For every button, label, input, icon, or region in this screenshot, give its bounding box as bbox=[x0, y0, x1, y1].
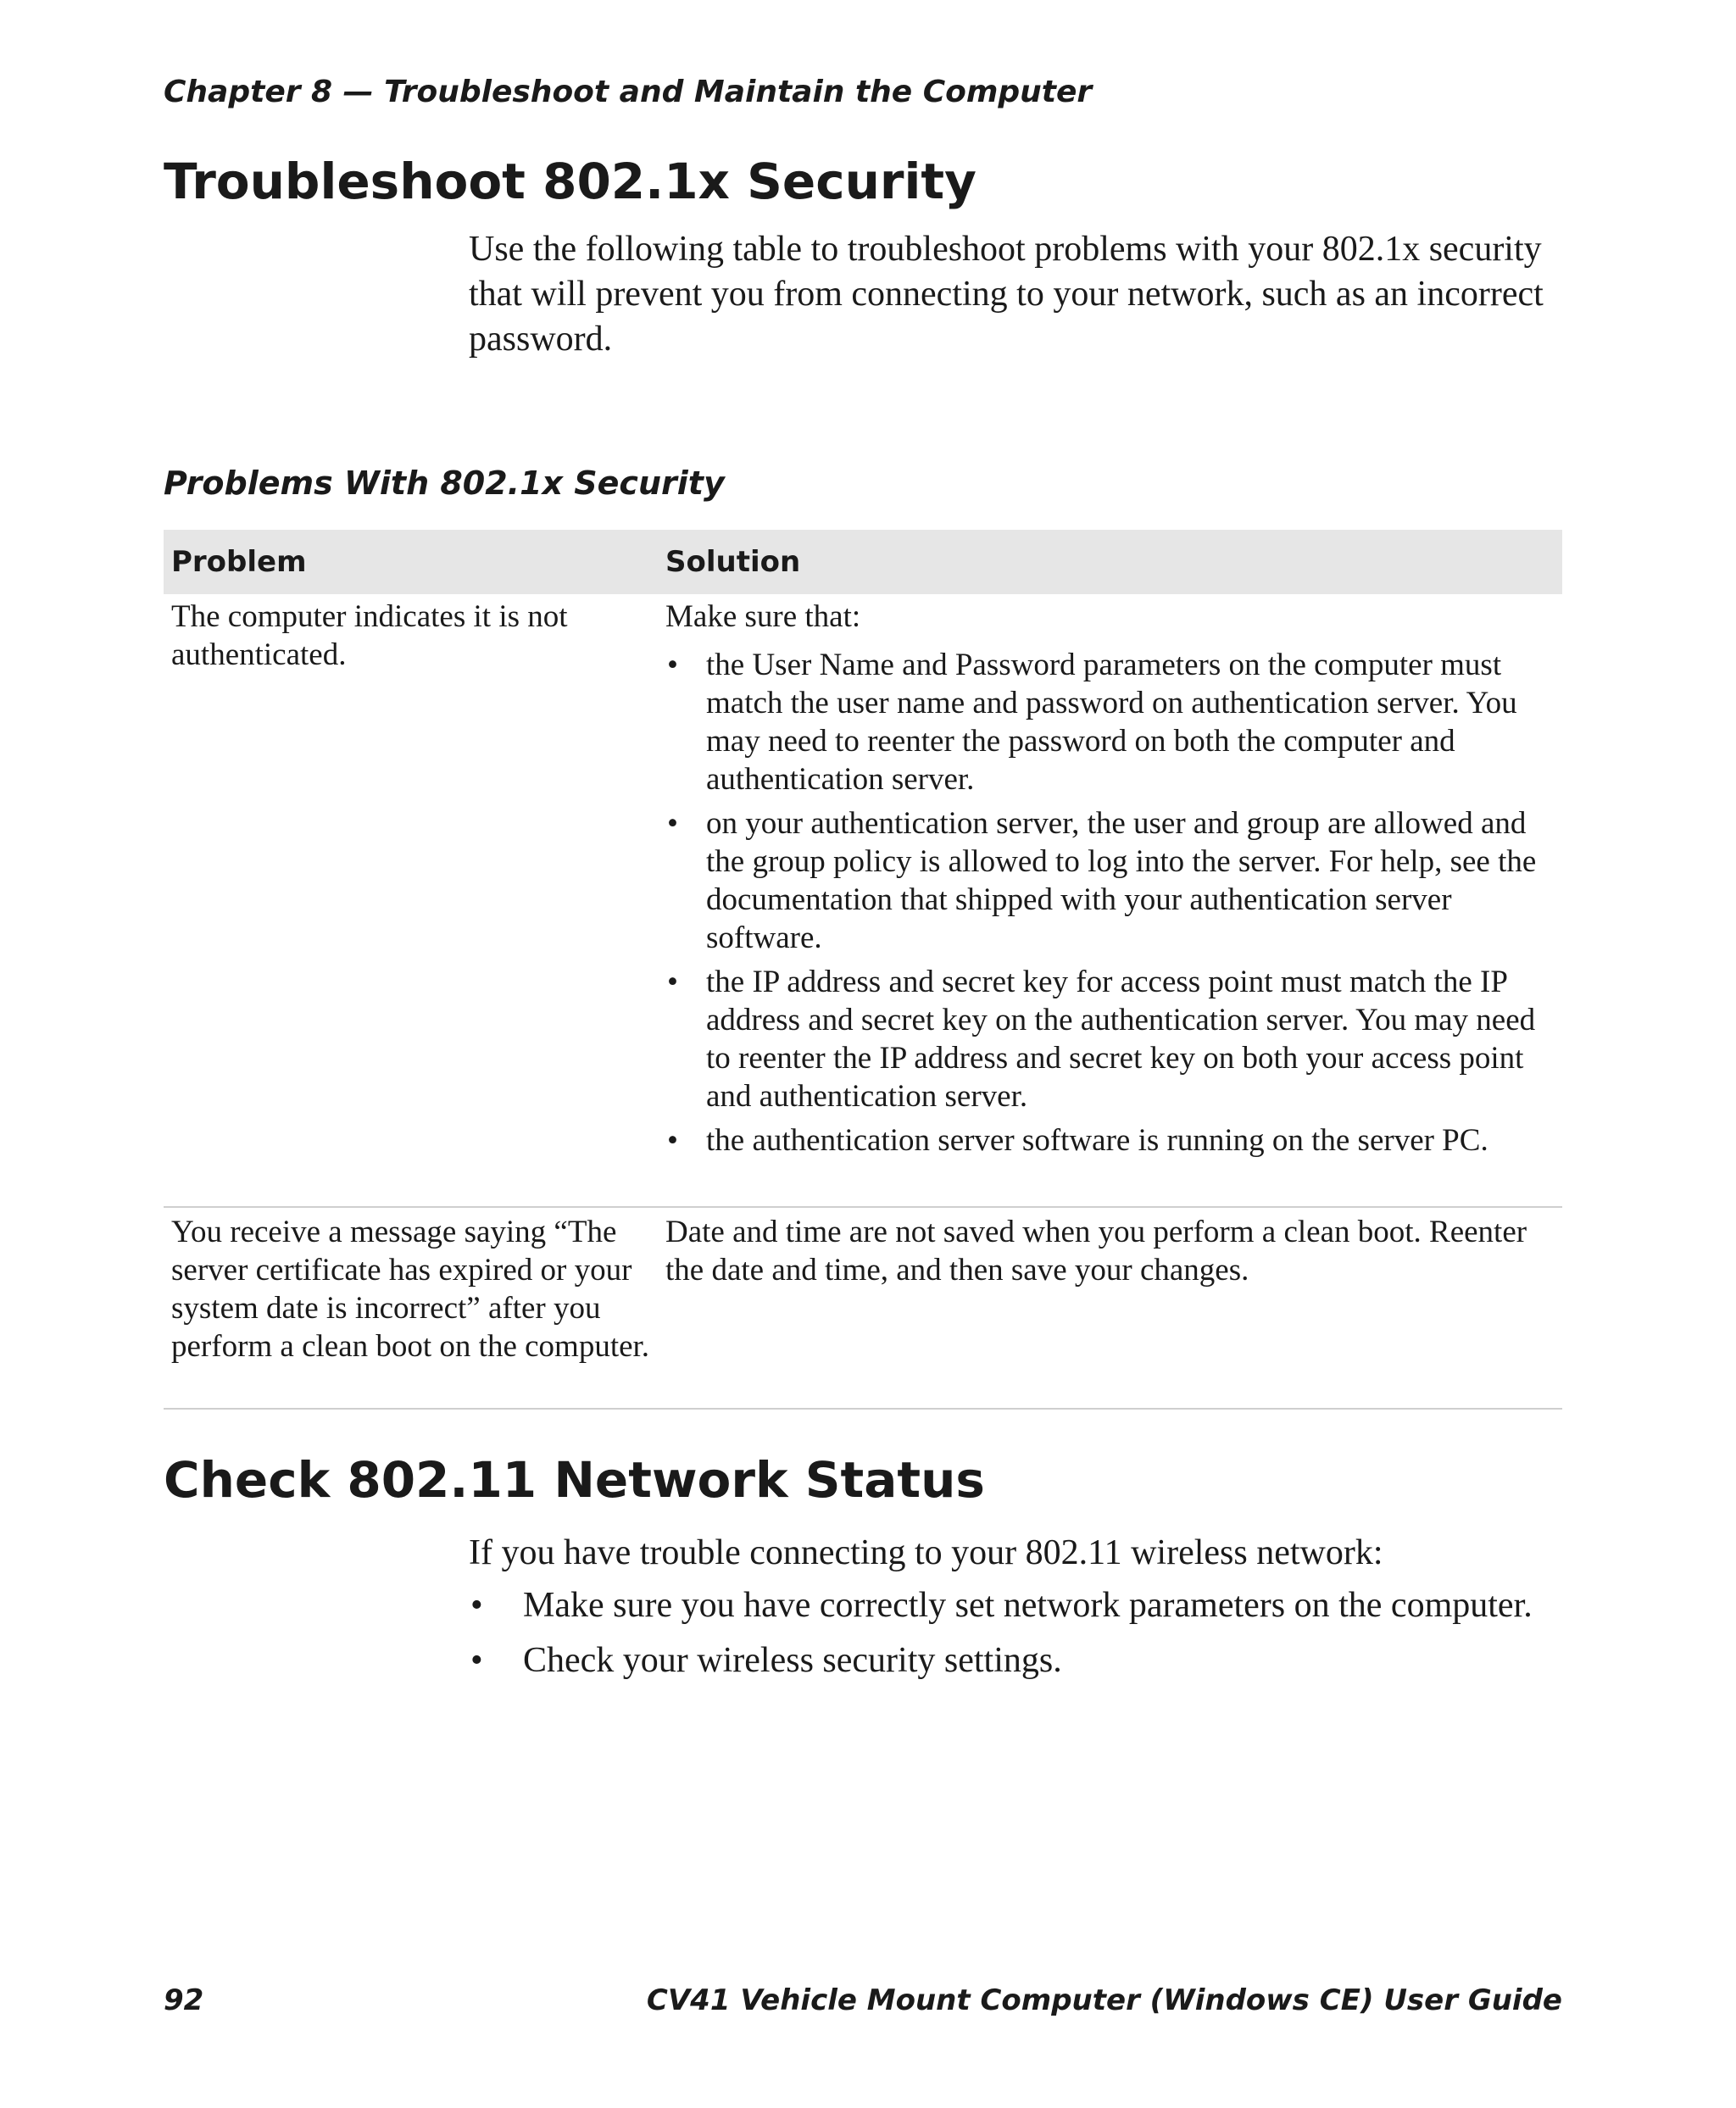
table-caption: Problems With 802.1x Security bbox=[164, 464, 725, 502]
list-item bbox=[469, 1583, 1571, 1628]
problem-cell: You receive a message saying “The server certificate has expired or your system date is incorrect” after you perform a clean boot on the computer. bbox=[171, 1215, 650, 1364]
chapter-header: Chapter 8 — Troubleshoot and Maintain the Computer bbox=[164, 75, 1093, 109]
bullet-icon: • bbox=[667, 806, 678, 841]
section-title-network-status: Check 802.11 Network Status bbox=[164, 1451, 985, 1509]
bullet-icon: • bbox=[667, 965, 678, 999]
table-header-row bbox=[164, 530, 1562, 594]
table-row bbox=[164, 1208, 1562, 1410]
list-item-text: the User Name and Password parameters on the computer must match the user name and password on authentication server. You may need to reenter the password on both the computer and authentication server. bbox=[706, 648, 1517, 797]
list-item bbox=[665, 804, 1555, 957]
solution-list bbox=[665, 646, 1555, 1160]
list-item bbox=[469, 1638, 1571, 1683]
list-item bbox=[665, 1121, 1555, 1160]
section-title-8021x: Troubleshoot 802.1x Security bbox=[164, 153, 976, 210]
solution-cell bbox=[665, 598, 1555, 1165]
footer-book-title: CV41 Vehicle Mount Computer (Windows CE) User Guide bbox=[646, 1983, 1562, 2017]
bullet-icon: • bbox=[667, 648, 678, 682]
list-item-text: the authentication server software is running on the server PC. bbox=[706, 1123, 1488, 1158]
page-number: 92 bbox=[164, 1983, 204, 2017]
section-intro-network: If you have trouble connecting to your 802.11 wireless network: bbox=[469, 1533, 1383, 1572]
list-item-text: on your authentication server, the user and group are allowed and the group policy is allowed to log into the server. For help, see the documentation that shipped with your authentication server software. bbox=[706, 806, 1537, 955]
solution-cell: Date and time are not saved when you perform a clean boot. Reenter the date and time, and then save your changes. bbox=[665, 1215, 1527, 1288]
problem-cell: The computer indicates it is not authenticated. bbox=[171, 599, 568, 672]
list-item bbox=[665, 963, 1555, 1115]
network-checklist bbox=[469, 1583, 1571, 1694]
bullet-icon: • bbox=[470, 1586, 483, 1625]
bullet-icon: • bbox=[470, 1641, 483, 1680]
header-solution: Solution bbox=[665, 545, 801, 579]
problems-table bbox=[164, 530, 1562, 1410]
list-item-text: Make sure you have correctly set network parameters on the computer. bbox=[523, 1586, 1533, 1625]
list-item-text: the IP address and secret key for access point must match the IP address and secret key on the authentication server. You may need to reenter the IP address and secret key on both your access point and authentication server. bbox=[706, 965, 1536, 1114]
solution-intro: Make sure that: bbox=[665, 599, 861, 634]
list-item bbox=[665, 646, 1555, 798]
section-intro-8021x: Use the following table to troubleshoot problems with your 802.1x security that will prevent you from connecting to your network, such as an incorrect password. bbox=[469, 230, 1544, 359]
list-item-text: Check your wireless security settings. bbox=[523, 1641, 1062, 1680]
bullet-icon: • bbox=[667, 1123, 678, 1158]
table-row bbox=[164, 594, 1562, 1208]
header-problem: Problem bbox=[171, 545, 307, 579]
